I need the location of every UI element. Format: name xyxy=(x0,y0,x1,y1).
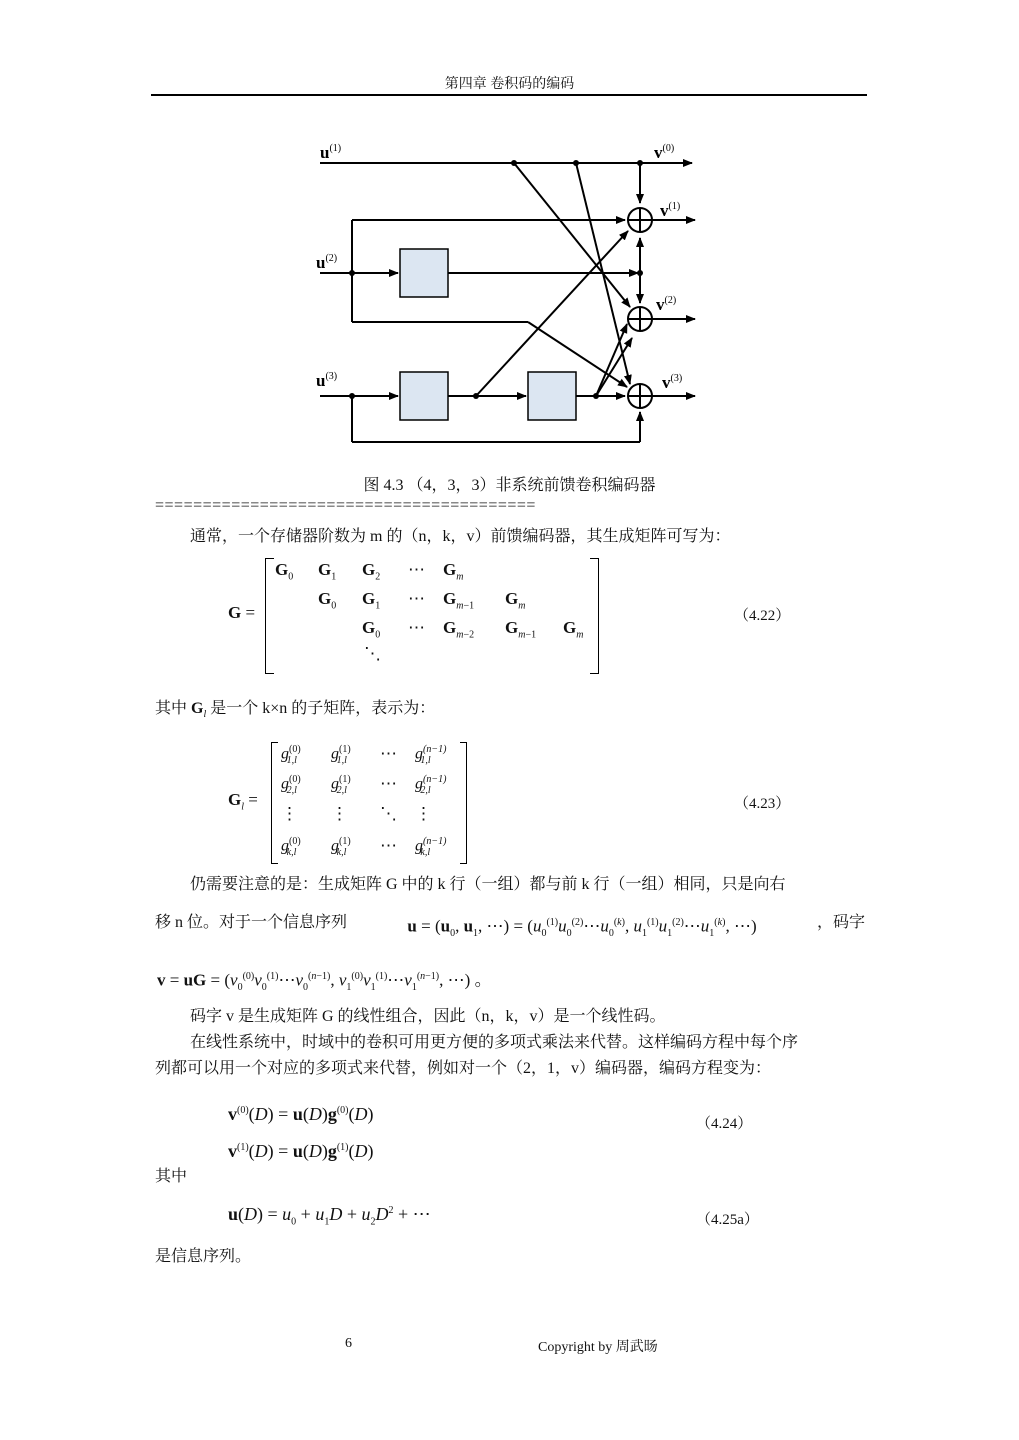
encoder-diagram xyxy=(300,130,720,450)
eq-number-4-24: （4.24） xyxy=(696,1116,753,1132)
memory-register-u2 xyxy=(400,249,448,297)
copyright-notice: Copyright by 周武旸 xyxy=(538,1340,658,1355)
label-v2: $v^{(2)}$ xyxy=(656,295,677,314)
header-rule xyxy=(151,94,867,96)
eq-number-4-22: （4.22） xyxy=(734,608,791,624)
eq-number-4-23: （4.23） xyxy=(734,796,791,812)
paragraph-1: 通常，一个存储器阶数为 m 的（n，k，v）前馈编码器，其生成矩阵可写为： xyxy=(190,528,731,545)
paragraph-4: 移 n 位。对于一个信息序列 $u = (u_0$, $u_1$, ⋯) = ($u_0^{(1)}u_0^{(2)}\cdots u_0^{(k)}$, $u_1^{(1)}u_1^{(2)}\cdots u_1^{(k)}$, ⋯) ，码字 xyxy=(155,914,865,940)
paragraph-7: 列都可以用一个对应的多项式来代替，例如对一个（2，1，v）编码器，编码方程变为： xyxy=(155,1060,772,1077)
label-u1: $u^{(1)}$ xyxy=(320,143,342,162)
label-v1: $v^{(1)}$ xyxy=(660,201,681,220)
figure-caption: 图 4.3 （4，3，3）非系统前馈卷积编码器 xyxy=(363,477,656,494)
paragraph-9: 是信息序列。 xyxy=(155,1248,252,1265)
running-header: 第四章 卷积码的编码 xyxy=(444,77,575,92)
equation-4-23: $G_l$ = $g^{(0)}_{1,l}$ $g^{(1)}_{1,l}$ ⋯ $g^{(n-1)}_{1,l}$ $g^{(0)}_{2,l}$ $g^{(1)}_{2,l}$ ⋯ $g^{(n-1)}_{2,l}$ ⋮ ⋮ ⋱ ⋮ $g^{(0)}_{k,l}$ $g^{(1)}_{k,l}$ ⋯ $g^{(n-1)}_{k,l}$ xyxy=(228,740,488,868)
paragraph-6: 在线性系统中，时域中的卷积可用更方便的多项式乘法来代替。这样编码方程中每个序 xyxy=(190,1034,799,1051)
equation-4-24: $v^{(0)}(D) = u(D)g^{(0)}(D)$ $v^{(1)}(D) = u(D)g^{(1)}(D)$ xyxy=(228,1104,374,1161)
page-number: 6 xyxy=(345,1336,352,1351)
eq-number-4-25a: （4.25a） xyxy=(696,1212,759,1228)
equation-4-22: G = $G_0$ $G_1$ $G_2$ ⋯ $G_m$ $G_0$ $G_1$ ⋯ $G_{m-1}$ $G_m$ $G_0$ ⋯ $G_{m-2}$ $G_{m-1}$ $G_m$ ⋱ xyxy=(228,556,628,678)
label-u3: $u^{(3)}$ xyxy=(316,371,338,390)
label-v0: $v^{(0)}$ xyxy=(654,143,675,162)
paragraph-2: 其中 $G_l$ 是一个 k×n 的子矩阵，表示为： xyxy=(155,700,436,721)
paragraph-3: 仍需要注意的是：生成矩阵 G 中的 k 行（一组）都与前 k 行（一组）相同，只是向右 xyxy=(190,876,786,893)
label-u2: $u^{(2)}$ xyxy=(316,253,338,272)
codeword-equation: v = uG = ($v_0^{(0)}v_0^{(1)}\cdots v_0^{(n-1)}$, $v_1^{(0)}v_1^{(1)}\cdots v_1^{(n-1)}$, ⋯) 。 xyxy=(157,970,492,994)
paragraph-5: 码字 v 是生成矩阵 G 的线性组合，因此（n，k，v）是一个线性码。 xyxy=(190,1008,666,1025)
equation-4-25a: $u(D) = u_0 + u_1D + u_2D^2$ + ⋯ xyxy=(228,1204,431,1228)
memory-register-u3-second xyxy=(528,372,576,420)
paragraph-8: 其中 xyxy=(155,1168,188,1185)
label-v3: $v^{(3)}$ xyxy=(662,373,683,392)
separator-line: ======================================== xyxy=(155,497,536,514)
memory-register-u3-first xyxy=(400,372,448,420)
